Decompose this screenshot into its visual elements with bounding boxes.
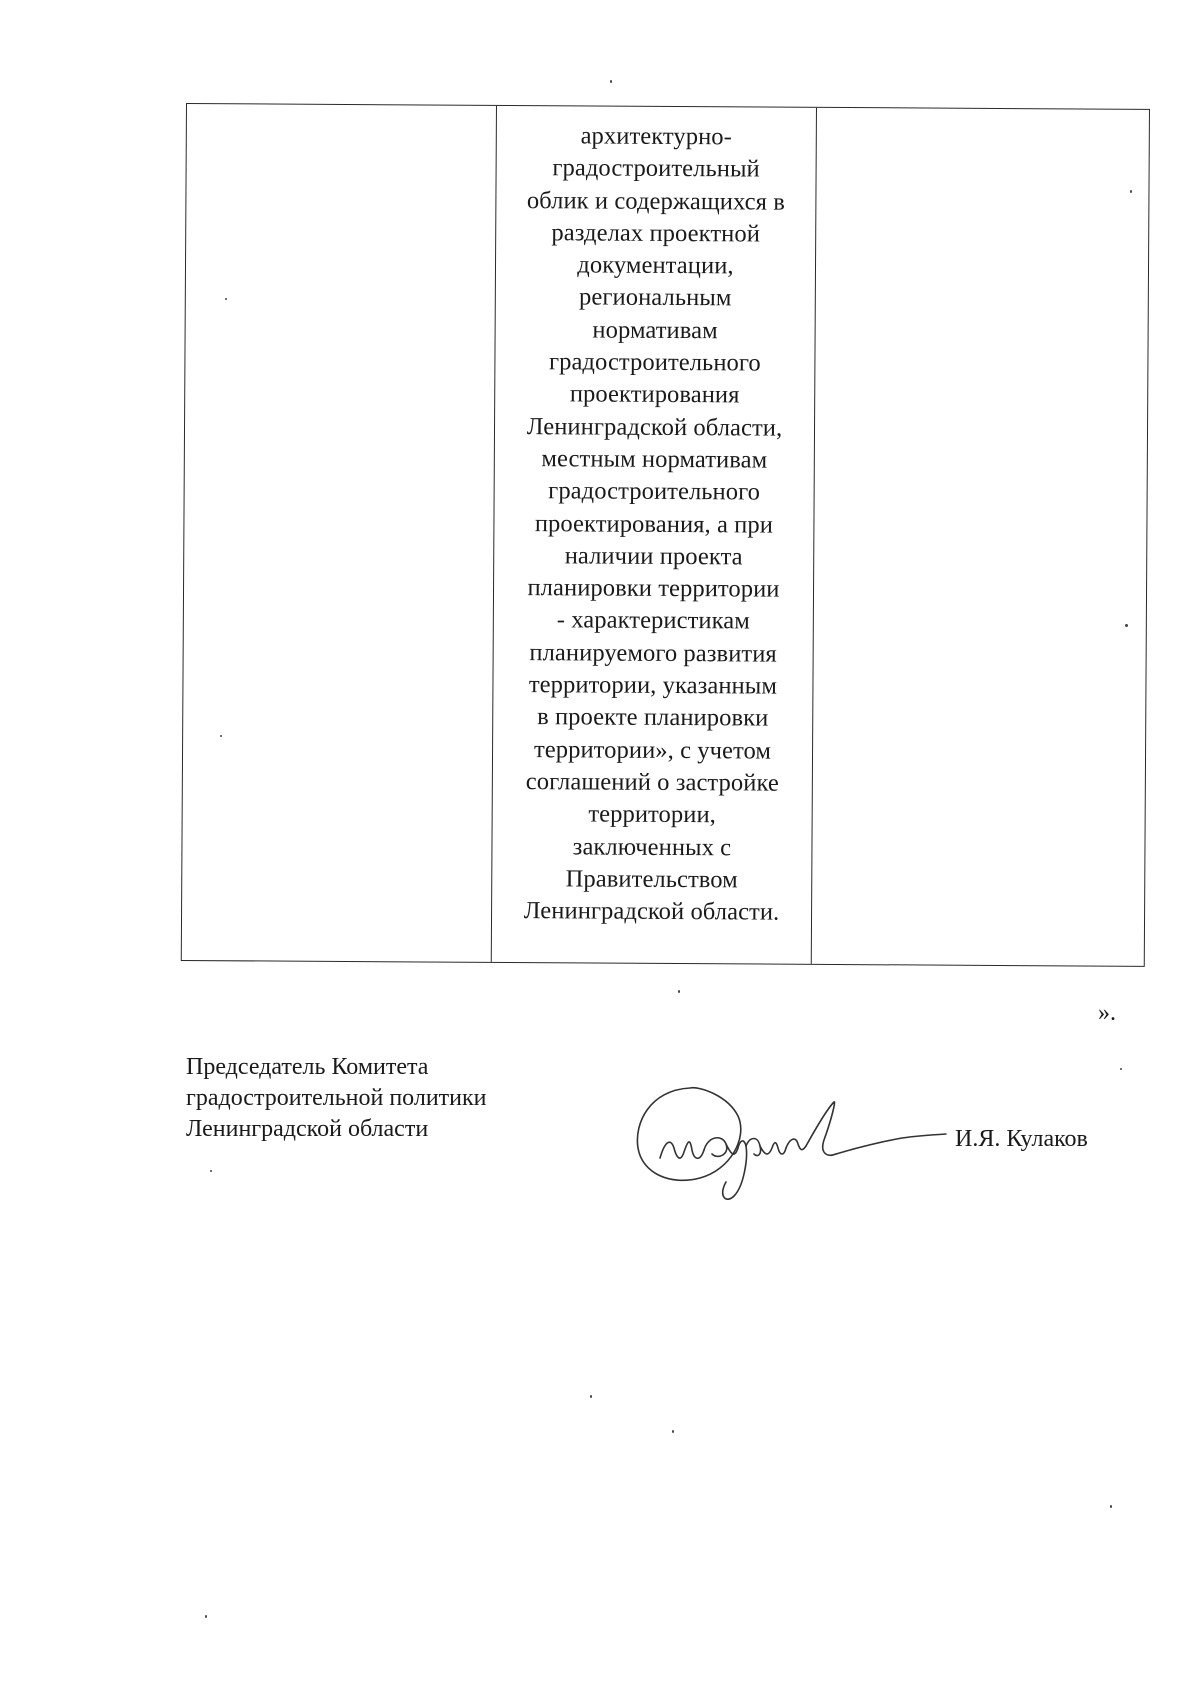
scan-speck [220,735,222,737]
text-line: территории, [588,800,717,829]
table-cell-middle-text [492,120,816,929]
text-line: соглашений о застройке [525,768,779,797]
text-line: проектирования, а при [534,509,774,539]
text-line: проектирования [569,380,740,409]
scan-speck [1125,624,1128,627]
scan-speck [678,990,680,993]
text-line: нормативам [592,316,718,345]
scan-speck [210,1170,212,1172]
scan-speck [1120,1068,1122,1070]
text-line: местным нормативам [541,445,768,474]
scan-speck [590,1395,592,1398]
signer-position-line: Председатель Комитета [186,1054,429,1080]
text-line: документации, [577,251,734,280]
text-line: территории», с учетом [533,735,772,765]
signer-name: И.Я. Кулаков [955,1126,1088,1152]
document-table [181,103,1150,967]
handwritten-signature [630,1078,950,1218]
text-line: разделах проектной [551,219,761,248]
table-cell-middle [492,106,817,964]
text-line: Правительством [565,865,738,894]
text-line: региональным [579,283,732,312]
closing-quote: ». [1098,1000,1116,1026]
text-line: архитектурно- [580,122,733,151]
table-cell-right [812,108,1149,966]
scan-speck [610,80,612,83]
text-line: территории, указанным [528,671,778,700]
scan-speck [225,298,227,300]
text-line: Ленинградской области. [523,897,780,926]
text-line: градостроительный [552,154,760,183]
scan-speck [1110,1505,1112,1508]
text-line: наличии проекта [564,542,743,571]
signer-position-line: Ленинградской области [186,1116,429,1142]
scan-speck [672,1430,674,1433]
text-line: градостроительного [548,348,761,377]
scan-speck [205,1615,207,1618]
text-line: заключенных с [572,832,732,861]
text-line: - характеристикам [556,606,750,635]
table-cell-left [182,104,497,962]
text-line: градостроительного [548,477,761,506]
text-line: Ленинградской области, [526,412,783,442]
text-line: в проекте планировки [537,703,769,732]
text-line: планировки территории [527,574,780,603]
signer-position-line: градостроительной политики [186,1085,487,1111]
signer-position [186,1052,487,1145]
text-line: облик и содержащихся в [526,186,786,216]
text-line: планируемого развития [529,638,777,668]
scan-speck [1130,190,1132,193]
